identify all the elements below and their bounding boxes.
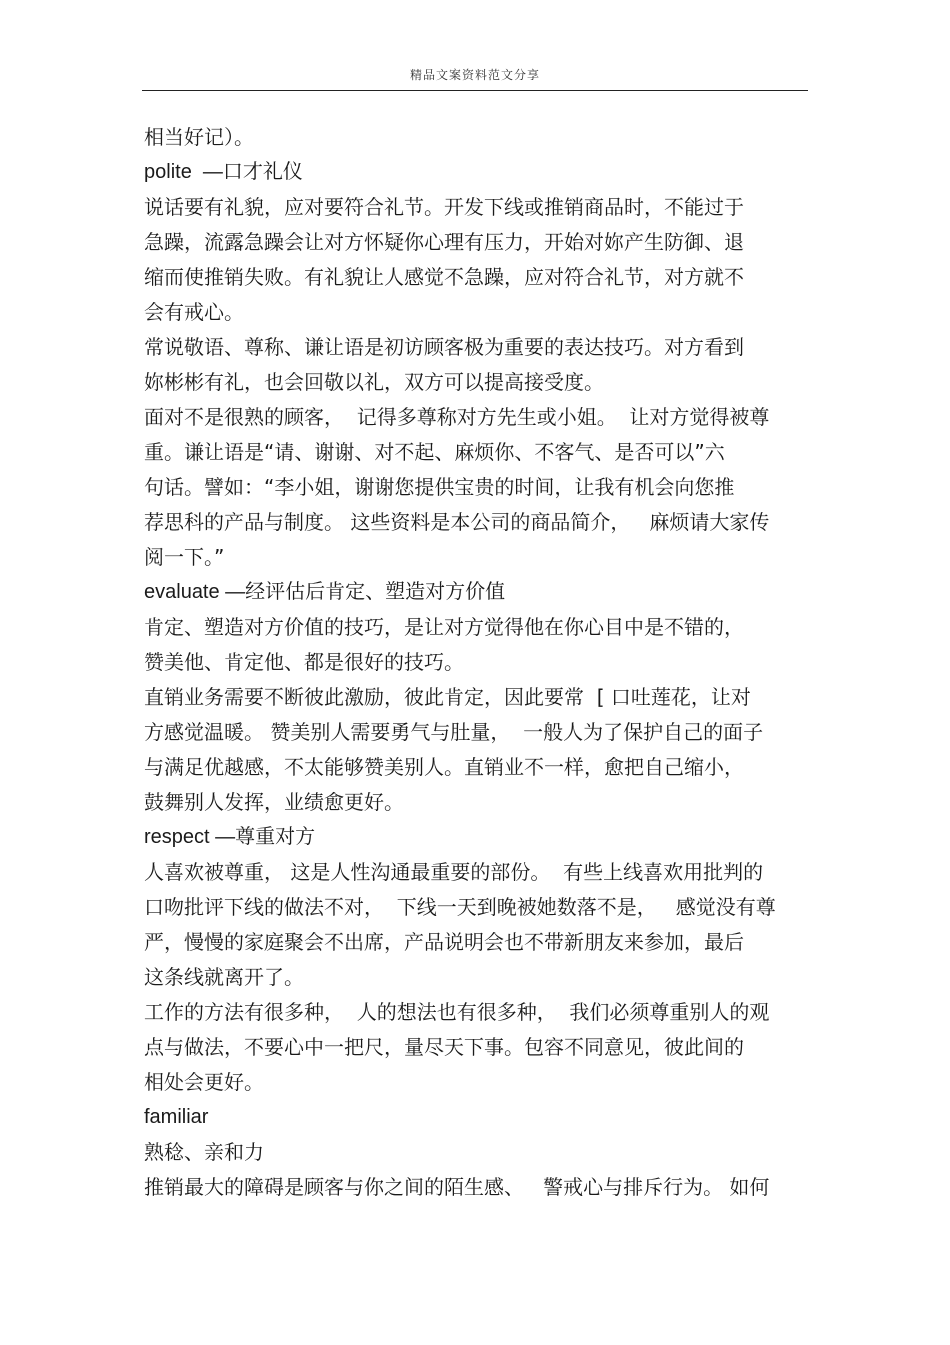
text-line: 点与做法，不要心中一把尺，量尽天下事。包容不同意见，彼此间的: [144, 1035, 744, 1059]
text-line: 相当好记）。: [144, 125, 254, 149]
text-line: 与满足优越感，不太能够赞美别人。直销业不一样，愈把自己缩小，: [144, 755, 744, 779]
section-heading-familiar: familiar: [144, 1106, 209, 1128]
text-line: 常说敬语、尊称、谦让语是初访顾客极为重要的表达技巧。对方看到: [144, 335, 744, 359]
section-heading-polite: polite —口才礼仪: [144, 161, 303, 183]
text-line: 相处会更好。: [144, 1070, 264, 1094]
text-line: 急躁，流露急躁会让对方怀疑你心理有压力，开始对妳产生防御、退: [144, 230, 744, 254]
text-line: 人喜欢被尊重， 这是人性沟通最重要的部份。 有些上线喜欢用批判的: [144, 860, 764, 884]
text-line: 方感觉温暖。 赞美别人需要勇气与肚量， 一般人为了保护自己的面子: [144, 720, 764, 744]
text-line: 说话要有礼貌，应对要符合礼节。开发下线或推销商品时，不能过于: [144, 195, 744, 219]
text-line: 阅一下。”: [144, 545, 225, 569]
text-line: 工作的方法有很多种， 人的想法也有很多种， 我们必须尊重别人的观: [144, 1000, 770, 1024]
section-heading-evaluate: evaluate —经评估后肯定、塑造对方价值: [144, 581, 506, 603]
text-line: 句话。譬如：“李小姐，谢谢您提供宝贵的时间，让我有机会向您推: [144, 475, 735, 499]
text-line: 荐思科的产品与制度。 这些资料是本公司的商品简介， 麻烦请大家传: [144, 510, 770, 534]
text-line: 缩而使推销失败。有礼貌让人感觉不急躁，应对符合礼节，对方就不: [144, 265, 744, 289]
text-line: 直销业务需要不断彼此激励，彼此肯定，因此要常 [ 口吐莲花，让对: [144, 685, 751, 709]
text-line: 会有戒心。: [144, 300, 244, 324]
text-line: 口吻批评下线的做法不对， 下线一天到晚被她数落不是， 感觉没有尊: [144, 895, 776, 919]
text-line: 面对不是很熟的顾客， 记得多尊称对方先生或小姐。 让对方觉得被尊: [144, 405, 770, 429]
text-line: 推销最大的障碍是顾客与你之间的陌生感、 警戒心与排斥行为。 如何: [144, 1175, 770, 1199]
text-line: 熟稔、亲和力: [144, 1140, 264, 1164]
page-header: 精品文案资料范文分享: [409, 68, 540, 82]
text-line: 严，慢慢的家庭聚会不出席，产品说明会也不带新朋友来参加，最后: [144, 930, 744, 954]
text-line: 赞美他、肯定他、都是很好的技巧。: [144, 650, 464, 674]
text-line: 妳彬彬有礼，也会回敬以礼，双方可以提高接受度。: [144, 370, 604, 394]
header-divider: [142, 90, 808, 91]
text-line: 肯定、塑造对方价值的技巧，是让对方觉得他在你心目中是不错的，: [144, 615, 744, 639]
section-heading-respect: respect —尊重对方: [144, 826, 316, 848]
text-line: 鼓舞别人发挥，业绩愈更好。: [144, 790, 404, 814]
text-line: 重。谦让语是“请、谢谢、对不起、麻烦你、不客气、是否可以”六: [144, 440, 725, 464]
text-line: 这条线就离开了。: [144, 965, 304, 989]
body-text: [144, 120, 824, 1205]
